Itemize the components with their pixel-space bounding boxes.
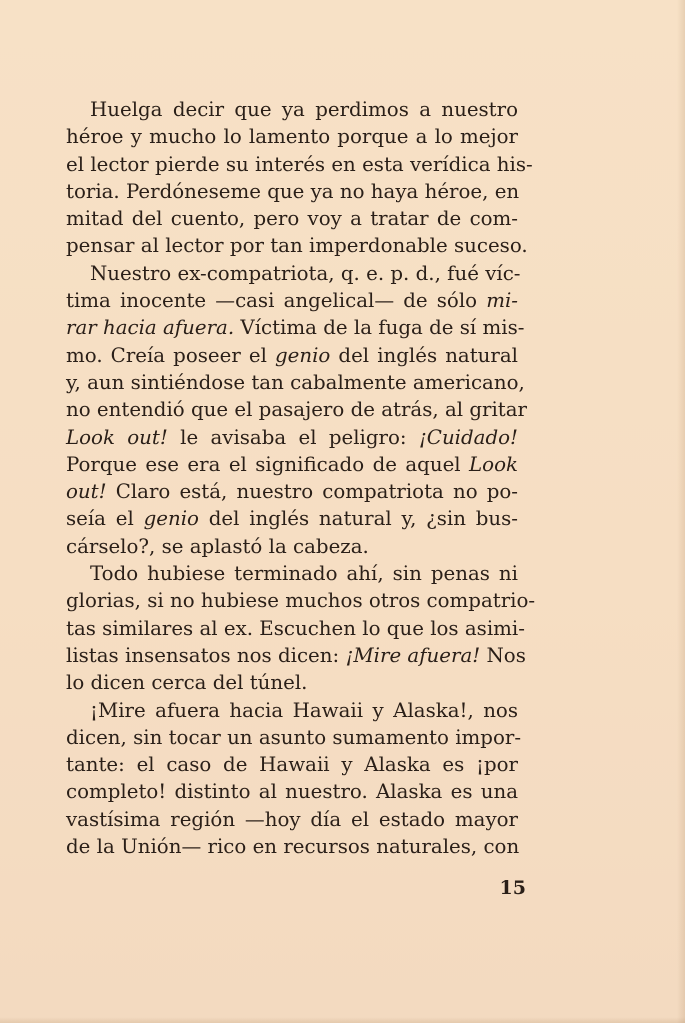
text-segment: Víctima de la fuga de sí mis- xyxy=(234,316,525,340)
italic-text: mi- xyxy=(486,289,518,313)
text-line xyxy=(66,205,518,232)
text-line xyxy=(66,232,528,259)
text-segment: Nuestro ex-compatriota, q. e. p. d., fué víc- xyxy=(90,261,521,285)
text-line xyxy=(66,587,536,614)
text-line xyxy=(66,96,518,123)
text-segment: Nos xyxy=(480,643,526,667)
text-line xyxy=(66,778,518,805)
text-segment: el lector pierde su interés en esta verídica his- xyxy=(66,152,533,176)
text-line xyxy=(66,505,518,532)
text-line xyxy=(66,260,521,287)
text-line xyxy=(66,396,528,423)
text-line xyxy=(66,615,525,642)
text-line xyxy=(66,314,525,341)
page-edge-shadow-bottom xyxy=(0,1017,685,1023)
text-segment: vastísima región —hoy día el estado mayor xyxy=(66,807,518,831)
text-segment: del inglés natural y, ¿sin bus- xyxy=(198,507,518,531)
text-segment: dicen, sin tocar un asunto sumamento impor- xyxy=(66,725,521,749)
text-segment: pensar al lector por tan imperdonable suceso. xyxy=(66,234,528,258)
italic-text: out! xyxy=(66,480,107,504)
text-segment: Claro está, nuestro compatriota no po- xyxy=(106,480,518,504)
italic-text: Look xyxy=(469,452,518,476)
text-line xyxy=(66,806,518,833)
text-segment: toria. Perdóneseme que ya no haya héroe, en xyxy=(66,179,520,203)
page-edge-shadow-right xyxy=(677,0,685,1023)
italic-text: ¡Cuidado! xyxy=(418,425,518,449)
text-segment: tante: el caso de Hawaii y Alaska es ¡por xyxy=(66,753,518,777)
text-segment: no entendió que el pasajero de atrás, al gritar xyxy=(66,398,528,422)
text-segment: glorias, si no hubiese muchos otros compatrio- xyxy=(66,589,536,613)
text-segment: listas insensatos nos dicen: xyxy=(66,643,346,667)
text-segment: cárselo?, se aplastó la cabeza. xyxy=(66,534,369,558)
text-segment: mitad del cuento, pero voy a tratar de com- xyxy=(66,207,518,231)
text-line xyxy=(66,369,525,396)
italic-text: genio xyxy=(274,343,331,367)
text-segment: y, aun sintiéndose tan cabalmente americano, xyxy=(66,370,525,394)
text-line xyxy=(66,560,518,587)
text-line xyxy=(66,424,518,451)
text-segment: de la Unión— rico en recursos naturales, con xyxy=(66,835,520,859)
text-line xyxy=(66,751,518,778)
text-segment: le avisaba el peligro: xyxy=(167,425,419,449)
text-line xyxy=(66,533,518,560)
text-line xyxy=(66,642,526,669)
text-line xyxy=(66,287,518,314)
text-line xyxy=(66,342,518,369)
italic-text: genio xyxy=(143,507,199,531)
text-segment: Huelga decir que ya perdimos a nuestro xyxy=(90,98,518,121)
text-line xyxy=(66,833,518,860)
text-segment: héroe y mucho lo lamento porque a lo mejor xyxy=(66,125,518,149)
text-segment: Todo hubiese terminado ahí, sin penas ni xyxy=(90,562,518,586)
text-line xyxy=(66,451,518,478)
text-line xyxy=(66,478,518,505)
text-segment: lo dicen cerca del túnel. xyxy=(66,671,308,695)
italic-text: ¡Mire afuera! xyxy=(345,643,481,667)
text-segment: ¡Mire afuera hacia Hawaii y Alaska!, nos xyxy=(90,698,518,722)
italic-text: rar hacia afuera. xyxy=(66,316,235,340)
text-line xyxy=(66,724,521,751)
text-segment: completo! distinto al nuestro. Alaska es una xyxy=(66,780,518,804)
text-line xyxy=(66,669,518,696)
text-line xyxy=(66,697,518,724)
text-segment: tima inocente —casi angelical— de sólo xyxy=(66,289,487,313)
page-number: 15 xyxy=(499,877,526,899)
text-segment: tas similares al ex. Escuchen lo que los asimi- xyxy=(66,616,525,640)
text-segment: Porque ese era el significado de aquel xyxy=(66,452,470,476)
text-segment: del inglés natural xyxy=(330,343,518,367)
text-line xyxy=(66,123,518,150)
text-segment: mo. Creía poseer el xyxy=(66,343,275,367)
text-line xyxy=(66,178,518,205)
text-segment: seía el xyxy=(66,507,144,531)
italic-text: Look out! xyxy=(66,425,168,449)
text-line xyxy=(66,151,533,178)
body-text xyxy=(66,96,536,860)
